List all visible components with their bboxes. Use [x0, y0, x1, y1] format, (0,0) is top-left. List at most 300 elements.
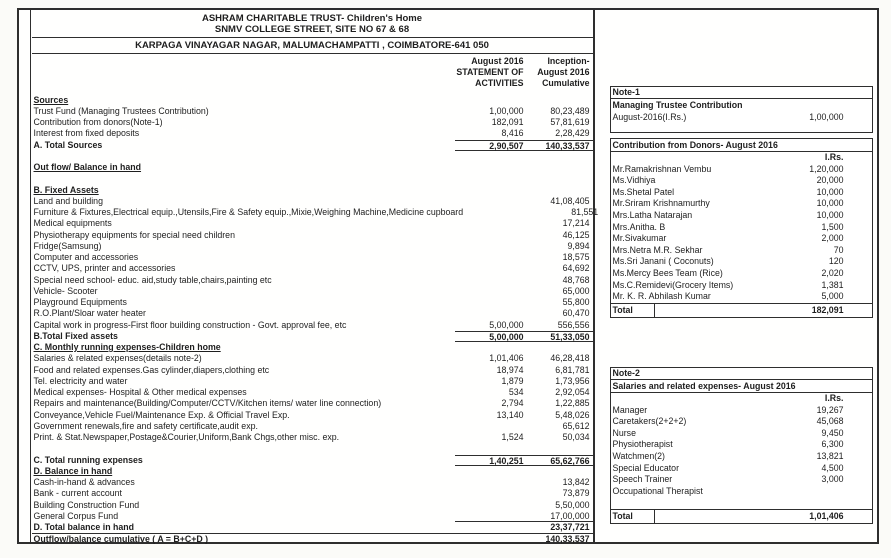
statement-row — [32, 218, 593, 229]
cumulative-value: 18,575 — [562, 252, 590, 262]
donor-amount: 1,381 — [821, 279, 844, 290]
august-value — [455, 421, 524, 432]
donors-title: Contribution from Donors- August 2016 — [611, 139, 872, 152]
cumulative-value: 46,28,418 — [550, 353, 590, 364]
statement-row — [32, 117, 593, 128]
cumulative-value: 73,879 — [562, 488, 590, 499]
statement-row — [32, 320, 593, 331]
donor-row — [611, 187, 872, 199]
salary-role: Special Educator — [612, 462, 680, 473]
august-value: 8,416 — [501, 128, 524, 139]
salary-amount — [844, 497, 872, 509]
row-label — [32, 443, 455, 454]
donor-name: Ms.Shetal Patel — [612, 186, 675, 197]
statement-row — [32, 443, 593, 454]
salary-row — [611, 486, 872, 498]
salary-role: Manager — [612, 404, 648, 415]
salary-amount: 13,821 — [816, 450, 844, 461]
row-label: C. Monthly running expenses-Children home — [33, 342, 221, 352]
cumulative-value — [524, 173, 593, 184]
cumulative-value: 80,23,489 — [550, 105, 590, 116]
row-values — [455, 421, 593, 432]
salaries-total-row — [611, 509, 872, 523]
statement-row — [32, 207, 599, 218]
donor-name: Mrs.Anitha. B — [612, 221, 666, 232]
cumulative-value: 140,33,537 — [545, 140, 590, 151]
row-label: Vehicle- Scooter — [33, 285, 98, 296]
row-label: Furniture & Fixtures,Electrical equip.,Utensils,Fire & Safety equip.,Mixie,Weighing Machine,Medicine cupboard — [33, 207, 464, 217]
donor-amount: 10,000 — [816, 209, 844, 220]
row-values — [455, 297, 593, 308]
statement-row — [32, 275, 593, 286]
note-1 — [610, 86, 873, 318]
cumulative-value: 50,034 — [562, 432, 590, 442]
statement-row — [32, 511, 593, 522]
statement-row — [32, 533, 593, 545]
donor-name: Ms.Mercy Bees Team (Rice) — [612, 267, 723, 278]
statement-row — [32, 162, 593, 173]
column-headers — [32, 56, 593, 89]
row-label: Special need school- educ. aid,study table,chairs,painting etc — [33, 274, 272, 285]
row-values — [455, 432, 593, 443]
statement-row — [32, 308, 593, 319]
cumulative-value: 6,81,781 — [555, 364, 590, 375]
august-value: 5,00,000 — [489, 319, 524, 330]
cumulative-value: 23,37,721 — [550, 522, 590, 532]
statement-row — [32, 398, 593, 409]
statement-row — [32, 342, 593, 353]
cumulative-value: 5,48,026 — [555, 409, 590, 420]
august-value — [455, 286, 524, 297]
row-values — [455, 320, 593, 331]
statement-of-activities-table — [32, 10, 599, 545]
row-values — [455, 230, 593, 241]
salary-amount: 45,068 — [816, 416, 844, 427]
august-value: 1,00,000 — [489, 105, 524, 116]
cumulative-value: 2,28,429 — [555, 128, 590, 139]
august-value: 1,524 — [501, 432, 524, 442]
salary-amount: 4,500 — [821, 462, 844, 473]
statement-row — [32, 432, 593, 443]
header-divider — [32, 37, 593, 38]
statement-row — [32, 522, 593, 533]
statement-row — [32, 252, 593, 263]
row-label: Trust Fund (Managing Trustees Contribution) — [33, 105, 209, 116]
statement-row — [32, 477, 593, 488]
row-label: C. Total running expenses — [33, 454, 143, 465]
row-values — [455, 511, 593, 522]
donors-total-label: Total — [611, 304, 655, 317]
row-label: Playground Equipments — [33, 297, 127, 307]
salary-role: Occupational Therapist — [612, 485, 703, 496]
document-header — [32, 10, 593, 54]
donor-row — [611, 164, 872, 176]
row-values — [455, 241, 593, 252]
donor-row — [611, 233, 872, 245]
row-values — [455, 95, 593, 106]
donor-amount: 70 — [833, 244, 844, 255]
cumulative-value — [524, 342, 593, 353]
donor-amount: 10,000 — [816, 198, 844, 209]
cumulative-value — [524, 466, 593, 477]
donor-row — [611, 280, 872, 292]
salary-role: Speech Trainer — [612, 474, 673, 485]
row-values — [455, 477, 593, 488]
cumulative-value: 556,556 — [557, 319, 590, 330]
row-label: Building Construction Fund — [33, 499, 140, 510]
statement-row — [32, 95, 593, 106]
note-2 — [610, 367, 873, 524]
row-label: Cash-in-hand & advances — [33, 477, 135, 487]
cumulative-value: 51,33,050 — [550, 331, 590, 342]
august-value: 18,974 — [496, 364, 524, 375]
trustee-row-label: August-2016(I.Rs.) — [612, 112, 687, 122]
donor-row — [611, 245, 872, 257]
salary-row — [611, 405, 872, 417]
cumulative-value — [524, 185, 593, 196]
row-values — [455, 342, 593, 353]
august-value — [455, 185, 524, 196]
august-value — [455, 196, 524, 207]
row-label: Interest from fixed deposits — [33, 128, 140, 139]
row-values — [455, 488, 593, 499]
donor-name: Mr. K. R. Abhilash Kumar — [612, 291, 711, 302]
statement-row — [32, 263, 593, 274]
row-label: Medical equipments — [33, 218, 112, 229]
cumulative-value: 65,62,766 — [550, 455, 590, 466]
salary-row — [611, 439, 872, 451]
august-value — [455, 522, 524, 533]
donor-amount: 20,000 — [816, 175, 844, 186]
donor-amount: 2,020 — [821, 267, 844, 278]
cumulative-value: 57,81,619 — [550, 117, 590, 127]
statement-row — [32, 353, 593, 364]
august-value — [455, 241, 524, 252]
managing-trustee-title: Managing Trustee Contribution — [612, 100, 743, 110]
august-value — [455, 173, 524, 184]
august-value — [455, 252, 524, 263]
donor-name: Ms.Sri Janani ( Coconuts) — [612, 256, 714, 267]
cumulative-value: 81,551 — [571, 207, 599, 217]
august-value — [455, 477, 524, 488]
statement-row — [32, 185, 593, 196]
august-value — [463, 207, 532, 218]
row-label: Capital work in progress-First floor building construction - Govt. approval fee, etc — [33, 319, 347, 330]
donor-name: Ms.Vidhiya — [612, 175, 656, 186]
donor-amount: 120 — [828, 256, 844, 267]
donor-amount: 1,20,000 — [809, 163, 844, 174]
salary-amount: 9,450 — [821, 427, 844, 438]
row-label: D. Balance in hand — [33, 465, 113, 476]
row-label: Tel. electricity and water — [33, 375, 128, 386]
donor-name: Mrs.Netra M.R. Sekhar — [612, 244, 703, 255]
statement-row — [32, 331, 593, 342]
row-values — [455, 106, 593, 117]
salary-role: Caretakers(2+2+2) — [612, 416, 687, 427]
trust-city-title: KARPAGA VINAYAGAR NAGAR, MALUMACHAMPATTI , COIMBATORE-641 050 — [135, 39, 489, 51]
cumulative-value: 55,800 — [562, 297, 590, 307]
row-values — [455, 398, 593, 409]
row-label: Sources — [33, 94, 69, 105]
row-values — [455, 196, 593, 207]
donors-total-value: 182,091 — [811, 304, 844, 315]
row-values — [455, 410, 593, 421]
statement-row — [32, 286, 593, 297]
august-value — [455, 297, 524, 308]
cumulative-value: 64,692 — [562, 263, 590, 274]
salary-row — [611, 416, 872, 428]
august-value — [455, 308, 524, 319]
row-label: Print. & Stat.Newspaper,Postage&Courier,Uniform,Bank Chgs,other misc. exp. — [33, 432, 340, 442]
cumulative-value: 140,33,537 — [545, 534, 590, 545]
statement-row — [32, 365, 593, 376]
salary-amount: 19,267 — [816, 404, 844, 415]
august-value — [455, 500, 524, 511]
statement-rows — [32, 94, 599, 546]
august-value: 2,794 — [501, 398, 524, 409]
august-value — [455, 263, 524, 274]
donor-amount: 2,000 — [821, 233, 844, 244]
cumulative-value: 65,000 — [562, 285, 590, 296]
cumulative-value: 1,22,885 — [555, 398, 590, 409]
row-label: Physiotherapy equipments for special need children — [33, 229, 235, 240]
august-value: 1,40,251 — [489, 455, 524, 466]
statement-row — [32, 500, 593, 511]
salary-row — [611, 451, 872, 463]
donor-row — [611, 268, 872, 280]
spacer — [611, 123, 872, 132]
august-value — [455, 511, 524, 521]
row-values — [455, 455, 593, 466]
note1-label: Note-1 — [610, 86, 873, 99]
salaries-total-label: Total — [611, 510, 655, 523]
row-label: Contribution from donors(Note-1) — [33, 117, 163, 127]
row-label: Government renewals,fire and safety certificate,audit exp. — [33, 420, 258, 431]
statement-row — [32, 297, 593, 308]
row-label: A. Total Sources — [33, 139, 103, 150]
august-value: 13,140 — [496, 409, 524, 420]
donor-amount: 5,000 — [821, 291, 844, 302]
salary-amount: 3,000 — [821, 474, 844, 485]
row-label: B.Total Fixed assets — [33, 330, 118, 341]
row-values — [455, 117, 593, 128]
august-value: 1,879 — [501, 375, 524, 386]
row-values — [455, 218, 593, 229]
donor-row — [611, 256, 872, 268]
salary-row — [611, 463, 872, 475]
row-values — [455, 275, 593, 286]
statement-row — [32, 241, 593, 252]
salary-role: Nurse — [612, 427, 636, 438]
cumulative-value: 41,08,405 — [550, 195, 590, 206]
cumulative-value: 2,92,054 — [555, 387, 590, 397]
row-values — [455, 522, 593, 533]
statement-row — [32, 455, 593, 466]
salary-role — [611, 497, 844, 509]
row-values — [455, 500, 593, 511]
cumulative-value: 65,612 — [562, 420, 590, 431]
row-label: R.O.Plant/Sloar water heater — [33, 308, 146, 319]
row-values — [455, 252, 593, 263]
row-values — [455, 466, 593, 477]
row-label: Food and related expenses.Gas cylinder,diapers,clothing etc — [33, 364, 270, 375]
salaries-currency-header: I.Rs. — [824, 393, 844, 403]
cumulative-value: 17,00,000 — [550, 510, 590, 521]
row-label — [32, 173, 455, 184]
salary-role: Watchmen(2) — [612, 450, 665, 461]
donor-row — [611, 175, 872, 187]
row-label: Fridge(Samsung) — [33, 240, 102, 251]
row-label: CCTV, UPS, printer and accessories — [33, 263, 176, 274]
row-values — [463, 207, 601, 218]
row-values — [455, 387, 593, 398]
donor-amount: 10,000 — [816, 186, 844, 197]
cumulative-value: 13,842 — [562, 477, 590, 487]
donor-rows — [611, 164, 872, 303]
row-label: B. Fixed Assets — [33, 184, 99, 195]
salary-amount: 6,300 — [821, 439, 844, 450]
cumulative-value: 48,768 — [562, 274, 590, 285]
row-label: D. Total balance in hand — [33, 522, 135, 532]
donor-name: Ms.C.Remidevi(Grocery Items) — [612, 279, 734, 290]
cumulative-value: 9,894 — [567, 240, 590, 251]
statement-row — [32, 196, 593, 207]
row-values — [455, 353, 593, 364]
salary-row — [611, 474, 872, 486]
cumulative-value — [524, 95, 593, 106]
august-value — [455, 275, 524, 286]
row-label: General Corpus Fund — [33, 510, 119, 521]
row-label: Out flow/ Balance in hand — [33, 162, 142, 172]
trust-name-title: ASHRAM CHARITABLE TRUST- Children's Home — [201, 13, 423, 24]
donor-row — [611, 291, 872, 303]
row-values — [455, 443, 593, 454]
row-values — [455, 534, 593, 545]
row-values — [455, 151, 593, 162]
row-label: Computer and accessories — [33, 252, 139, 262]
cumulative-value: 46,125 — [562, 229, 590, 240]
statement-row — [32, 488, 593, 499]
row-label: Outflow/balance cumulative ( A = B+C+D ) — [33, 534, 209, 545]
donor-name: Mr.Sriram Krishnamurthy — [612, 198, 710, 209]
statement-row — [32, 387, 593, 398]
notes-panel — [595, 10, 878, 542]
cumulative-value — [524, 151, 593, 162]
salary-role: Physiotherapist — [612, 439, 673, 450]
august-value — [455, 342, 524, 353]
salary-rows — [611, 405, 872, 509]
row-values — [455, 140, 593, 151]
column-header-cumulative: Inception- August 2016 Cumulative — [537, 55, 590, 88]
salaries-title: Salaries and related expenses- August 2016 — [611, 380, 872, 393]
donor-amount: 1,500 — [821, 221, 844, 232]
august-value: 1,01,406 — [489, 353, 524, 364]
row-label: Salaries & related expenses(details note-2) — [33, 353, 202, 364]
donor-name: Mr.Ramakrishnan Vembu — [612, 163, 712, 174]
salary-row — [611, 497, 872, 509]
column-header-august: August 2016 STATEMENT OF ACTIVITIES — [456, 55, 524, 88]
august-value — [455, 534, 524, 545]
trustee-contribution-row — [611, 111, 872, 123]
cumulative-value — [524, 443, 593, 454]
statement-row — [32, 410, 593, 421]
row-label: Repairs and maintenance(Building/Computer/CCTV/Kitchen items/ water line connection) — [33, 398, 382, 409]
row-values — [455, 263, 593, 274]
statement-row — [32, 173, 593, 184]
salaries-total-value: 1,01,406 — [809, 510, 844, 521]
salary-amount — [844, 486, 872, 498]
salary-row — [611, 428, 872, 440]
statement-row — [32, 128, 593, 139]
salaries-box — [610, 379, 873, 524]
august-value — [455, 151, 524, 162]
statement-row — [32, 466, 593, 477]
row-label: Bank - current account — [33, 488, 123, 499]
managing-trustee-box — [610, 98, 873, 133]
statement-row — [32, 106, 593, 117]
row-label — [32, 151, 455, 162]
donors-currency-header: I.Rs. — [824, 152, 844, 162]
donor-name: Mrs.Latha Natarajan — [612, 209, 693, 220]
donor-name: Mr.Sivakumar — [612, 233, 667, 244]
row-values — [455, 185, 593, 196]
note2-label: Note-2 — [610, 367, 873, 380]
august-value — [455, 218, 524, 229]
august-value — [455, 162, 524, 173]
donors-box — [610, 138, 873, 318]
donor-row — [611, 222, 872, 234]
cumulative-value: 60,470 — [562, 308, 590, 319]
cumulative-value: 17,214 — [562, 218, 590, 229]
cumulative-value: 5,50,000 — [555, 499, 590, 510]
row-values — [455, 365, 593, 376]
august-value — [455, 488, 524, 499]
august-value — [455, 230, 524, 241]
row-label: Conveyance,Vehicle Fuel/Maintenance Exp. & Official Travel Exp. — [33, 409, 290, 420]
row-values — [455, 331, 593, 342]
august-value: 2,90,507 — [489, 140, 524, 151]
row-values — [455, 128, 593, 139]
donor-row — [611, 198, 872, 210]
left-gutter-column — [19, 10, 31, 542]
header-divider — [32, 53, 593, 54]
statement-row — [32, 230, 593, 241]
trustee-row-value: 1,00,000 — [809, 112, 844, 122]
donors-total-row — [611, 303, 872, 317]
row-label: Land and building — [33, 195, 103, 206]
donor-row — [611, 210, 872, 222]
cumulative-value — [524, 162, 593, 173]
row-values — [455, 162, 593, 173]
trust-street-title: SNMV COLLEGE STREET, SITE NO 67 & 68 — [214, 24, 410, 35]
statement-sheet — [17, 8, 879, 544]
row-values — [455, 286, 593, 297]
statement-row — [32, 151, 593, 162]
row-label: Medical expenses- Hospital & Other medical expenses — [33, 387, 247, 397]
statement-row — [32, 140, 593, 151]
statement-row — [32, 421, 593, 432]
august-value — [455, 443, 524, 454]
august-value — [455, 95, 524, 106]
row-values — [455, 308, 593, 319]
august-value: 534 — [508, 387, 524, 397]
august-value: 182,091 — [491, 117, 524, 127]
august-value — [455, 466, 524, 477]
statement-row — [32, 376, 593, 387]
row-values — [455, 376, 593, 387]
cumulative-value: 1,73,956 — [555, 375, 590, 386]
august-value: 5,00,000 — [489, 331, 524, 342]
